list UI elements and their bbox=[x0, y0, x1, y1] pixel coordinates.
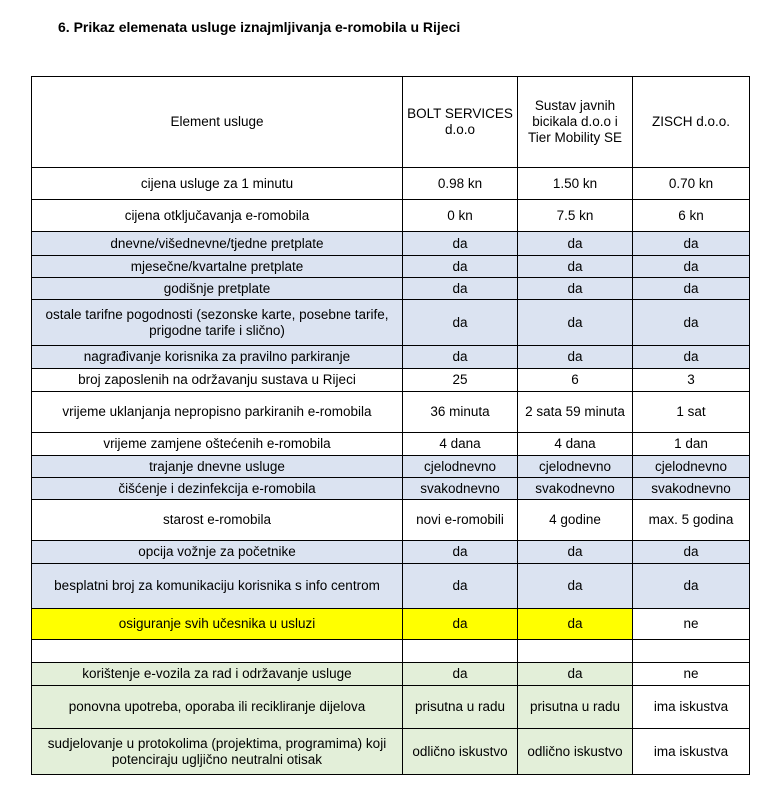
cell-sustav-tier: 7.5 kn bbox=[518, 200, 633, 232]
cell-sustav-tier: da bbox=[518, 278, 633, 300]
table-row bbox=[32, 369, 750, 392]
row-label: starost e-romobila bbox=[32, 500, 403, 541]
cell-sustav-tier: odlično iskustvo bbox=[518, 729, 633, 775]
cell-bolt bbox=[403, 640, 518, 663]
cell-bolt: svakodnevno bbox=[403, 478, 518, 500]
cell-bolt: da bbox=[403, 541, 518, 564]
row-label: ponovna upotreba, oporaba ili recikliranje dijelova bbox=[32, 686, 403, 729]
row-label: osiguranje svih učesnika u usluzi bbox=[32, 609, 403, 640]
cell-sustav-tier: 4 dana bbox=[518, 433, 633, 456]
cell-zisch: 6 kn bbox=[633, 200, 750, 232]
table-row bbox=[32, 433, 750, 456]
cell-zisch: svakodnevno bbox=[633, 478, 750, 500]
cell-sustav-tier: da bbox=[518, 232, 633, 256]
cell-sustav-tier: da bbox=[518, 300, 633, 346]
row-label: mjesečne/kvartalne pretplate bbox=[32, 256, 403, 278]
cell-zisch: da bbox=[633, 346, 750, 369]
cell-bolt: da bbox=[403, 232, 518, 256]
row-label: besplatni broj za komunikaciju korisnika s info centrom bbox=[32, 564, 403, 609]
row-label: čišćenje i dezinfekcija e-romobila bbox=[32, 478, 403, 500]
cell-sustav-tier: da bbox=[518, 256, 633, 278]
cell-zisch: da bbox=[633, 278, 750, 300]
row-label: trajanje dnevne usluge bbox=[32, 456, 403, 478]
column-header-zisch: ZISCH d.o.o. bbox=[633, 77, 750, 168]
cell-sustav-tier: da bbox=[518, 541, 633, 564]
cell-bolt: 0 kn bbox=[403, 200, 518, 232]
table-row bbox=[32, 478, 750, 500]
column-header-element: Element usluge bbox=[32, 77, 403, 168]
cell-sustav-tier: 2 sata 59 minuta bbox=[518, 392, 633, 433]
row-label: vrijeme zamjene oštećenih e-romobila bbox=[32, 433, 403, 456]
table-row bbox=[32, 200, 750, 232]
row-label: godišnje pretplate bbox=[32, 278, 403, 300]
table-row bbox=[32, 232, 750, 256]
table-row bbox=[32, 346, 750, 369]
table-row bbox=[32, 456, 750, 478]
table-row bbox=[32, 663, 750, 686]
table-row bbox=[32, 609, 750, 640]
cell-zisch: max. 5 godina bbox=[633, 500, 750, 541]
cell-sustav-tier: prisutna u radu bbox=[518, 686, 633, 729]
row-label: dnevne/višednevne/tjedne pretplate bbox=[32, 232, 403, 256]
cell-zisch: ne bbox=[633, 609, 750, 640]
cell-bolt: 25 bbox=[403, 369, 518, 392]
cell-zisch: ne bbox=[633, 663, 750, 686]
cell-bolt: odlično iskustvo bbox=[403, 729, 518, 775]
table-row bbox=[32, 729, 750, 775]
row-label: opcija vožnje za početnike bbox=[32, 541, 403, 564]
cell-zisch: da bbox=[633, 256, 750, 278]
table-header-row bbox=[32, 77, 750, 168]
row-label: sudjelovanje u protokolima (projektima, programima) koji potenciraju ugljično neutralni otisak bbox=[32, 729, 403, 775]
cell-zisch: cjelodnevno bbox=[633, 456, 750, 478]
row-label: cijena otključavanja e-romobila bbox=[32, 200, 403, 232]
cell-sustav-tier: 1.50 kn bbox=[518, 168, 633, 200]
cell-zisch: 3 bbox=[633, 369, 750, 392]
row-label bbox=[32, 640, 403, 663]
table-row bbox=[32, 392, 750, 433]
cell-bolt: da bbox=[403, 278, 518, 300]
cell-bolt: da bbox=[403, 609, 518, 640]
cell-zisch: da bbox=[633, 541, 750, 564]
table-row bbox=[32, 300, 750, 346]
cell-bolt: 4 dana bbox=[403, 433, 518, 456]
cell-zisch: 1 sat bbox=[633, 392, 750, 433]
row-label: broj zaposlenih na održavanju sustava u Rijeci bbox=[32, 369, 403, 392]
cell-zisch: 0.70 kn bbox=[633, 168, 750, 200]
cell-sustav-tier: da bbox=[518, 663, 633, 686]
cell-bolt: cjelodnevno bbox=[403, 456, 518, 478]
cell-bolt: prisutna u radu bbox=[403, 686, 518, 729]
cell-bolt: da bbox=[403, 300, 518, 346]
cell-zisch: da bbox=[633, 300, 750, 346]
cell-sustav-tier bbox=[518, 640, 633, 663]
table-row bbox=[32, 256, 750, 278]
row-label: ostale tarifne pogodnosti (sezonske karte, posebne tarife, prigodne tarife i slično) bbox=[32, 300, 403, 346]
table-row bbox=[32, 278, 750, 300]
cell-sustav-tier: svakodnevno bbox=[518, 478, 633, 500]
section-heading: 6. Prikaz elemenata usluge iznajmljivanja e-romobila u Rijeci bbox=[58, 19, 461, 35]
table-row bbox=[32, 541, 750, 564]
cell-bolt: da bbox=[403, 256, 518, 278]
cell-bolt: 36 minuta bbox=[403, 392, 518, 433]
cell-zisch: 1 dan bbox=[633, 433, 750, 456]
cell-sustav-tier: da bbox=[518, 564, 633, 609]
cell-sustav-tier: da bbox=[518, 609, 633, 640]
row-label: nagrađivanje korisnika za pravilno parkiranje bbox=[32, 346, 403, 369]
table-row bbox=[32, 168, 750, 200]
cell-zisch: ima iskustva bbox=[633, 729, 750, 775]
table-row bbox=[32, 500, 750, 541]
cell-zisch: da bbox=[633, 564, 750, 609]
cell-bolt: 0.98 kn bbox=[403, 168, 518, 200]
cell-zisch: ima iskustva bbox=[633, 686, 750, 729]
cell-bolt: da bbox=[403, 663, 518, 686]
cell-sustav-tier: 6 bbox=[518, 369, 633, 392]
cell-bolt: da bbox=[403, 564, 518, 609]
table-row bbox=[32, 640, 750, 663]
row-label: cijena usluge za 1 minutu bbox=[32, 168, 403, 200]
table-row bbox=[32, 564, 750, 609]
column-header-bolt: BOLT SERVICES d.o.o bbox=[403, 77, 518, 168]
cell-zisch bbox=[633, 640, 750, 663]
cell-bolt: da bbox=[403, 346, 518, 369]
service-elements-table bbox=[31, 76, 750, 775]
cell-sustav-tier: da bbox=[518, 346, 633, 369]
cell-sustav-tier: cjelodnevno bbox=[518, 456, 633, 478]
table-row bbox=[32, 686, 750, 729]
column-header-sustav-tier: Sustav javnih bicikala d.o.o i Tier Mobility SE bbox=[518, 77, 633, 168]
row-label: korištenje e-vozila za rad i održavanje usluge bbox=[32, 663, 403, 686]
row-label: vrijeme uklanjanja nepropisno parkiranih e-romobila bbox=[32, 392, 403, 433]
cell-bolt: novi e-romobili bbox=[403, 500, 518, 541]
cell-zisch: da bbox=[633, 232, 750, 256]
cell-sustav-tier: 4 godine bbox=[518, 500, 633, 541]
